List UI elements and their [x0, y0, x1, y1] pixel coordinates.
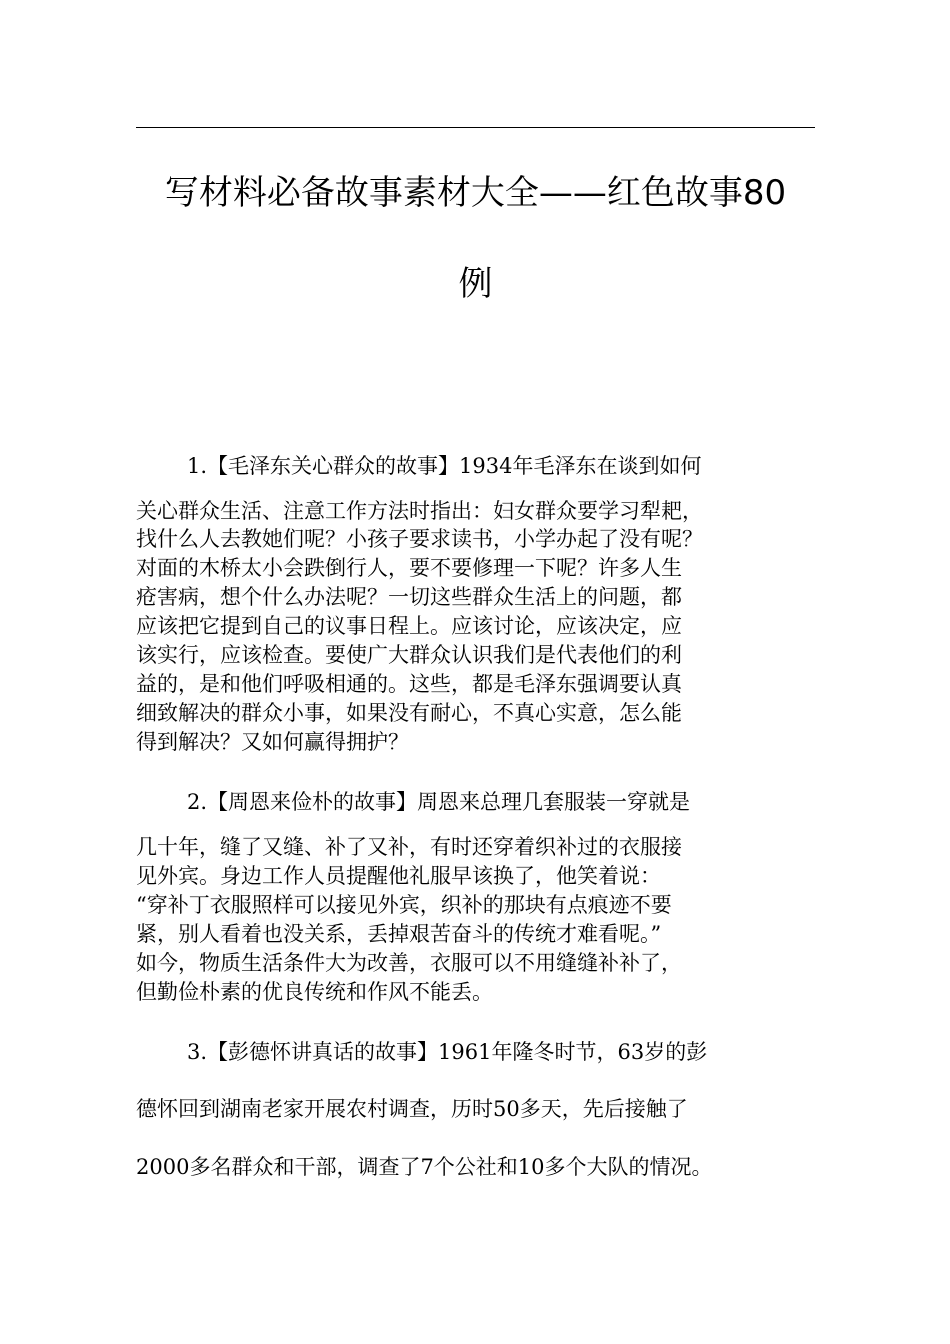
- header-rule: [136, 127, 815, 128]
- paragraph-line: 应该把它提到自己的议事日程上。应该讨论，应该决定，应: [136, 614, 682, 638]
- document-title-line-2: 例: [458, 264, 493, 304]
- paragraph-line: 几十年，缝了又缝、补了又补，有时还穿着织补过的衣服接: [136, 835, 682, 859]
- paragraph-line: 德怀回到湖南老家开展农村调查，历时50多天，先后接触了: [136, 1097, 688, 1121]
- paragraph-line: 找什么人去教她们呢？小孩子要求读书，小学办起了没有呢？: [136, 527, 703, 551]
- paragraph-line: 2000多名群众和干部，调查了7个公社和10多个大队的情况。: [136, 1155, 713, 1179]
- paragraph-line: 细致解决的群众小事，如果没有耐心，不真心实意，怎么能: [136, 701, 682, 725]
- paragraph-line: 见外宾。身边工作人员提醒他礼服早该换了，他笑着说：: [136, 864, 661, 888]
- paragraph-line: 益的，是和他们呼吸相通的。这些，都是毛泽东强调要认真: [136, 672, 682, 696]
- paragraph-line: “穿补丁衣服照样可以接见外宾，织补的那块有点痕迹不要: [136, 893, 672, 917]
- paragraph-line: 3.【彭德怀讲真话的故事】1961年隆冬时节，63岁的彭: [187, 1040, 708, 1064]
- paragraph-line: 1.【毛泽东关心群众的故事】1934年毛泽东在谈到如何: [187, 454, 702, 478]
- paragraph-line: 2.【周恩来俭朴的故事】周恩来总理几套服装一穿就是: [187, 790, 691, 814]
- paragraph-line: 但勤俭朴素的优良传统和作风不能丢。: [136, 980, 493, 1004]
- paragraph-line: 对面的木桥太小会跌倒行人，要不要修理一下呢？许多人生: [136, 556, 682, 580]
- paragraph-line: 如今，物质生活条件大为改善，衣服可以不用缝缝补补了，: [136, 951, 682, 975]
- paragraph-line: 疮害病，想个什么办法呢？一切这些群众生活上的问题，都: [136, 585, 682, 609]
- paragraph-line: 该实行，应该检查。要使广大群众认识我们是代表他们的利: [136, 643, 682, 667]
- document-title-line-1: 写材料必备故事素材大全——红色故事80: [164, 173, 787, 213]
- paragraph-line: 紧，别人看着也没关系，丢掉艰苦奋斗的传统才难看呢。”: [136, 922, 662, 946]
- paragraph-line: 关心群众生活、注意工作方法时指出：妇女群众要学习犁耙，: [136, 499, 703, 523]
- paragraph-line: 得到解决？又如何赢得拥护？: [136, 730, 409, 754]
